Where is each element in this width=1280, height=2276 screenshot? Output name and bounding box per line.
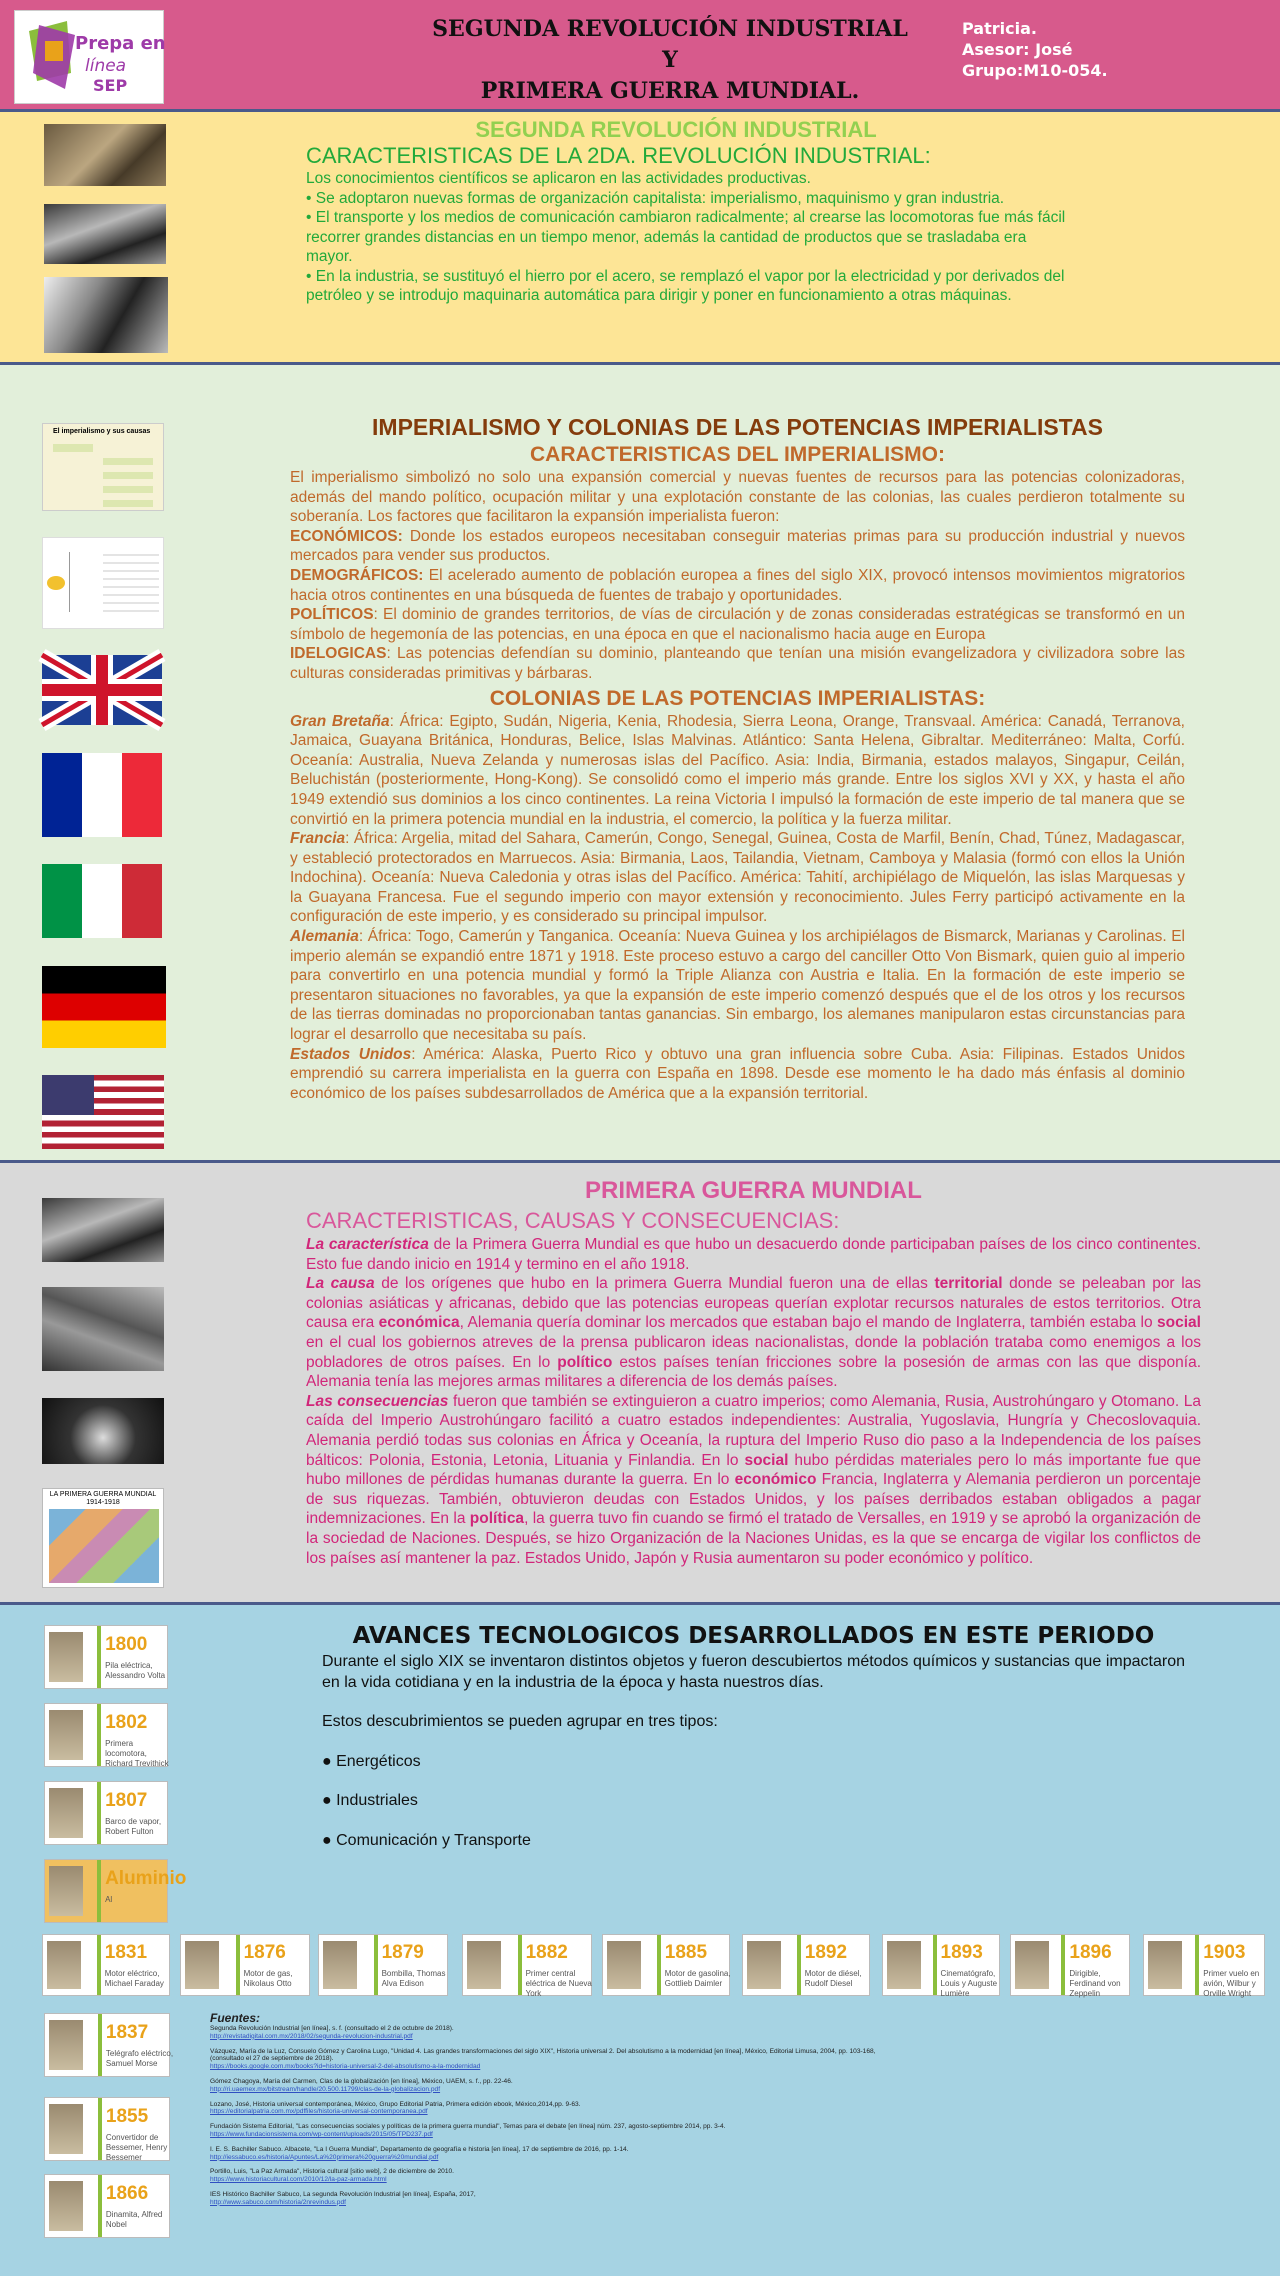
invention-caption: Motor de diésel, Rudolf Diesel: [804, 1969, 862, 1989]
title-line-3: PRIMERA GUERRA MUNDIAL.: [480, 78, 860, 104]
source-text: Gómez Chagoya, María del Carmen, Clas de la globalización [en línea], México, UAEM, s. f., pp. 22-46.: [210, 2077, 513, 2085]
poster-title: [380, 14, 960, 107]
s3-subheading: CARACTERISTICAS, CAUSAS Y CONSECUENCIAS:: [306, 1208, 840, 1233]
ww1-text-segment: donde se peleaban por las colonias asiáticas y africanas, debido que las potencias europeas querían explotar recursos naturales de estos territorios. Otra causa era: [306, 1275, 1202, 1332]
ww1-text-segment: económico: [734, 1471, 817, 1489]
factor-demograficos: DEMOGRÁFICOS: El acelerado aumento de población europea a fines del siglo XIX, provocó intensos movimientos migratorios hacia otros continentes en una búsqueda de fuentes de trabajo y oportunidades.: [290, 566, 1185, 604]
invention-tile: [42, 1934, 170, 1996]
invention-caption: Barco de vapor, Robert Fulton: [105, 1817, 162, 1837]
invention-tile: [44, 1625, 168, 1689]
source-link[interactable]: http://iessabuco.es/historia/Apuntes/La%20primera%20guerra%20mundial.pdf: [210, 2153, 439, 2161]
s2-intro: El imperialismo simbolizó no solo una expansión comercial y nuevas fuentes de recursos para las potencias colonizadoras, además del mando político, ocupación militar y una explotación constante de las colonias, las cuales perdieron totalmente su soberanía. Los factores que facilitaron la expansión imperialista fueron:: [290, 469, 1185, 526]
s3-heading: PRIMERA GUERRA MUNDIAL: [585, 1177, 922, 1204]
invention-image: [49, 1788, 83, 1838]
industry-photo-1: [44, 124, 166, 186]
svg-text:SEP: SEP: [93, 76, 128, 95]
invention-year: Aluminio: [105, 1867, 187, 1889]
ww1-text-segment: territorial: [934, 1275, 1003, 1293]
source-item: [210, 2101, 900, 2117]
timeline-bar: [933, 1935, 937, 1995]
timeline-bar: [98, 2014, 102, 2076]
source-text: I. E. S. Bachiller Sabuco. Albacete, "La I Guerra Mundial", Departamento de geografía e historia [en línea], 17 de septiembre de 2016, pp. 1-14.: [210, 2145, 629, 2153]
source-link[interactable]: https://www.historiacultural.com/2010/12/la-paz-armada.html: [210, 2176, 387, 2184]
invention-image: [47, 1941, 81, 1989]
source-item: [210, 2191, 900, 2207]
ww1-caracteristica: [306, 1235, 1201, 1274]
invention-year: 1893: [940, 1942, 983, 1964]
invention-tile: [1143, 1934, 1265, 1999]
s1-paragraph: • En la industria, se sustituyó el hierro por el acero, se remplazó el vapor por la electricidad y por derivados del petróleo y se introdujo maquinaria automática para dirigir y poner en funcionamiento a otras máquinas.: [306, 267, 1065, 304]
sources-list: [210, 2025, 900, 2207]
ww1-text-segment: estos países tenían fricciones sobre la posesión de armas con las que disponía. Alemania tenía las mejores armas militares a diferencia de los demás países.: [306, 1353, 1202, 1391]
source-link[interactable]: http://ri.uaemex.mx/bitstream/handle/20.500.11799/clas-de-la-globalizacion.pdf: [210, 2085, 441, 2093]
invention-image: [49, 1710, 83, 1760]
timeline-bar: [374, 1935, 378, 1995]
timeline-bar: [97, 1626, 101, 1688]
s4-heading: AVANCES TECNOLOGICOS DESARROLLADOS EN ESTE PERIODO: [352, 1623, 1155, 1649]
ww1-text-segment: político: [557, 1353, 613, 1371]
source-link[interactable]: https://books.google.com.mx/books?id=historia-universal-2-del-absolutismo-a-la-modernidad: [210, 2063, 481, 2071]
map-title: LA PRIMERA GUERRA MUNDIAL: [49, 1491, 157, 1498]
invention-image: [323, 1941, 357, 1989]
invention-caption: Cinematógrafo, Louis y Auguste Lumière: [940, 1969, 998, 1999]
source-text: IES Histórico Bachiller Sabuco, La segunda Revolución Industrial [en línea], España, 2017,: [210, 2190, 476, 2198]
invention-year: 1807: [105, 1789, 148, 1811]
invention-year: 1837: [105, 2021, 149, 2043]
invention-year: 1876: [243, 1942, 286, 1964]
war-photo-2: [42, 1287, 164, 1371]
ww1-causa: [306, 1274, 1201, 1392]
logo-graphic: [15, 11, 166, 103]
invention-tile: [602, 1934, 730, 1996]
colonies-heading: COLONIAS DE LAS POTENCIAS IMPERIALISTAS:: [489, 686, 986, 710]
timeline-bar: [657, 1935, 661, 1995]
source-link[interactable]: http://revistadigital.com.mx/2018/02/segunda-revolucion-industrial.pdf: [210, 2032, 413, 2040]
war-photo-1: [42, 1198, 164, 1262]
title-line-1: SEGUNDA REVOLUCIÓN INDUSTRIAL: [432, 16, 908, 42]
ww1-text-segment: social: [1157, 1314, 1201, 1332]
s1-heading: SEGUNDA REVOLUCIÓN INDUSTRIAL: [475, 117, 877, 142]
imperialism-mindmap: [42, 537, 164, 629]
type-industriales: ● Industriales: [322, 1792, 418, 1809]
ww1-text-segment: fueron que también se extinguieron a cuatro imperios; como Alemania, Rusia, Austrohúngaro y Otomano. La caída del Imperio Austrohúngaro facilitó a cuatro estados independientes: Australia, Yugoslavia, Hungría y Checoslovaquia. Alemania perdió todas sus colonias en África y Oceanía, la ruptura del Imperio Ruso dio paso a la Independencia de los países bálticos: Polonia, Estonia, Letonia, Lituania y Finlandia. En lo: [306, 1392, 1201, 1469]
ww1-text-segment: Las consecuencias: [306, 1392, 449, 1410]
invention-tile: [44, 2174, 170, 2238]
invention-year: 1855: [105, 2105, 149, 2127]
invention-image: [49, 2181, 83, 2231]
factor-ideologicas: IDELOGICAS: Las potencias defendían su dominio, planteando que tenían una misión evangelizadora y civilizadora sobre las culturas consideradas primitivas y bárbaras.: [290, 645, 1185, 682]
source-text: Segunda Revolución Industrial [en línea], s. f. (consultado el 2 de octubre de 2018).: [210, 2025, 454, 2032]
invention-tile: [462, 1934, 592, 1999]
timeline-bar: [236, 1935, 240, 1995]
invention-year: 1879: [381, 1942, 424, 1964]
invention-caption: Bombilla, Thomas Alva Edison: [381, 1969, 446, 1989]
invention-caption: Dinamita, Alfred Nobel: [105, 2210, 163, 2230]
ww1-text-segment: de los orígenes que hubo en la primera Guerra Mundial fueron una de ellas: [374, 1275, 935, 1293]
invention-image: [49, 1632, 83, 1682]
invention-tile: [44, 2097, 170, 2161]
invention-image: [49, 2104, 83, 2154]
header-banner: [0, 0, 1280, 112]
s3-body: [306, 1175, 1201, 1568]
group-id: Grupo:M10-054.: [962, 61, 1108, 80]
invention-tile: [742, 1934, 870, 1996]
invention-image: [1148, 1941, 1182, 1989]
source-item: [210, 2025, 900, 2041]
invention-image: [49, 2020, 83, 2070]
timeline-bar: [97, 1704, 101, 1766]
sources-block: [210, 2011, 900, 2214]
united-states-flag: [42, 1075, 164, 1149]
s1-subheading: CARACTERISTICAS DE LA 2DA. REVOLUCIÓN INDUSTRIAL:: [306, 143, 931, 168]
type-comunicacion: ● Comunicación y Transporte: [322, 1831, 531, 1849]
invention-caption: Motor de gasolina, Gottlieb Daimler: [664, 1969, 731, 1989]
timeline-bar: [97, 1782, 101, 1844]
map-years: 1914-1918: [86, 1499, 120, 1506]
s1-paragraph: Los conocimientos científicos se aplicaron en las actividades productivas.: [306, 170, 811, 187]
invention-tile: [44, 1703, 168, 1767]
author-name: Patricia.: [962, 19, 1037, 38]
invention-caption: Motor eléctrico, Michael Faraday: [104, 1969, 164, 1989]
type-energeticos: ● Energéticos: [322, 1752, 421, 1770]
war-photo-3: [42, 1398, 164, 1464]
invention-tile: [44, 2013, 174, 2077]
invention-year: 1802: [105, 1711, 148, 1733]
s1-paragraph: • El transporte y los medios de comunicación cambiaron radicalmente; al crearse las locomotoras fue más fácil recorrer grandes distancias en un tiempo menor, además la cantidad de productos que se trasladaba era mayor.: [306, 209, 1066, 265]
invention-caption: Dirigible, Ferdinand von Zeppelin: [1069, 1969, 1121, 1999]
source-text: Vázquez, María de la Luz, Consuelo Gómez y Carolina Lugo, "Unidad 4. Las grandes transformaciones del siglo XIX", Historia universal 2. Del absolutismo a la modernidad [en línea], México, Editorial Limusa, 2004, pp. 103-168, (consultado el 27 de septiembre de 2018).: [210, 2047, 876, 2063]
ww1-text-segment: política: [469, 1510, 525, 1528]
invention-image: [887, 1941, 921, 1989]
s2-subheading: CARACTERISTICAS DEL IMPERIALISMO:: [530, 443, 945, 466]
invention-caption: Al: [105, 1895, 113, 1905]
source-item: [210, 2146, 900, 2162]
source-link[interactable]: https://editorialpatria.com.mx/pdffiles/historia-universal-contemporanea.pdf: [210, 2108, 428, 2116]
invention-tile: [1010, 1934, 1130, 1999]
invention-tile: [882, 1934, 1000, 1999]
invention-caption: Primer vuelo en avión, Wilbur y Orville Wright: [1203, 1969, 1260, 1999]
timeline-bar: [97, 1860, 101, 1922]
ww1-text-segment: hubo pérdidas materiales pero lo más importante fue que hubo millones de pérdidas humanas durante la guerra. En lo: [306, 1451, 1202, 1489]
invention-caption: Convertidor de Bessemer, Henry Bessemer: [105, 2133, 168, 2163]
svg-text:línea: línea: [85, 56, 127, 76]
invention-caption: Primera locomotora, Richard Trevithick: [105, 1739, 169, 1769]
source-text: Portillo, Luis, "La Paz Armada", Historia cultural [sitio web], 2 de diciembre de 2010.: [210, 2168, 455, 2176]
invention-tile: [44, 1859, 187, 1923]
factor-politicos: POLÍTICOS: El dominio de grandes territorios, de vías de circulación y de zonas consideradas estratégicas se transformó en un símbolo de hegemonía de las potencias, en una época en que el nacionalismo hacia auge en Europa: [290, 606, 1185, 643]
invention-year: 1896: [1069, 1942, 1112, 1964]
invention-year: 1882: [525, 1942, 568, 1964]
invention-year: 1903: [1203, 1942, 1246, 1964]
invention-year: 1892: [804, 1942, 848, 1964]
prepa-en-linea-logo: [14, 10, 164, 104]
timeline-bar: [797, 1935, 801, 1995]
ww1-text-segment: económica: [378, 1314, 460, 1332]
source-item: [210, 2048, 900, 2071]
invention-tile: [180, 1934, 310, 1996]
invention-image: [607, 1941, 641, 1989]
map-image: [49, 1509, 159, 1583]
invention-year: 1831: [104, 1942, 148, 1964]
source-text: Fundación Sistema Editorial, "Las consecuencias sociales y políticas de la primera guerra mundial", Temas para el debate [en línea] núm. 237, agosto-septiembre 2014, pp. 3-4.: [210, 2123, 726, 2131]
title-line-2: Y: [662, 47, 678, 73]
ww1-map: [42, 1488, 164, 1588]
invention-year: 1800: [105, 1633, 148, 1655]
ww1-consecuencias: [306, 1392, 1201, 1568]
invention-caption: Pila eléctrica, Alessandro Volta: [105, 1661, 166, 1681]
timeline-bar: [518, 1935, 522, 1995]
invention-caption: Primer central eléctrica de Nueva York: [525, 1969, 592, 1999]
source-item: [210, 2078, 900, 2094]
timeline-bar: [1195, 1935, 1199, 1995]
invention-tile: [318, 1934, 448, 1996]
source-item: [210, 2123, 900, 2139]
factor-economicos: ECONÓMICOS: Donde los estados europeos necesitaban conseguir materias primas para su producción industrial y nuevos mercados para vender sus productos.: [290, 527, 1185, 565]
invention-year: 1866: [105, 2182, 149, 2204]
source-link[interactable]: https://www.fundacionsistema.com/wp-content/uploads/2015/05/TPD237.pdf: [210, 2130, 433, 2138]
s1-body: [306, 143, 1066, 306]
invention-tile: [44, 1781, 168, 1845]
united-kingdom-flag: [42, 655, 162, 725]
ww1-text-segment: en el cual los gobiernos atreves de la prensa publicaron ideas nacionalistas, donde la población trataba como enemigos a los pobladores de otros países. En lo: [306, 1333, 1201, 1371]
invention-caption: Motor de gas, Nikolaus Otto: [243, 1969, 293, 1989]
invention-year: 1885: [664, 1942, 708, 1964]
germany-flag: [42, 966, 166, 1048]
invention-caption: Telégrafo eléctrico, Samuel Morse: [105, 2049, 174, 2069]
advisor-name: Asesor: José: [962, 40, 1073, 59]
ww1-text-segment: La característica: [306, 1236, 429, 1253]
ww1-text-segment: social: [744, 1451, 789, 1469]
ww1-text-segment: La causa: [306, 1275, 375, 1293]
locomotive-photo: [44, 277, 168, 353]
colony-gran-bretana: Gran Bretaña: África: Egipto, Sudán, Nigeria, Kenia, Rhodesia, Sierra Leona, Orange, Transvaal. América: Canadá, Terranova, Jamaica, Guayana Británica, Honduras, Belice, Islas Malvinas. Atlántico: Santa Helena, Gibraltar. Mediterráneo: Malta, Corfú. Oceanía: Australia, Nueva Zelanda y numerosas islas del Pacífico. Asia: India, Birmania, estados malayos, Singapur, Ceilán, Beluchistán (posteriormente, Hong-Kong). Se consolidó como el imperio más grande. Entre los siglos XVI y XX, y hasta el año 1949 extendió sus dominios a los cinco continentes. La reina Victoria I impulsó la formación de este imperio de tal manera que se convirtió en la primera potencia mundial en la industria, el comercio, la política y la fuerza militar.: [290, 712, 1185, 828]
sources-heading: Fuentes:: [210, 2011, 261, 2025]
svg-text:Prepa en: Prepa en: [75, 33, 166, 54]
s2-body: [290, 412, 1185, 1103]
source-link[interactable]: http://www.sabuco.com/historia/2nrevindus.pdf: [210, 2198, 346, 2206]
invention-image: [185, 1941, 219, 1989]
invention-image: [49, 1866, 83, 1916]
s4-group-line: Estos descubrimientos se pueden agrupar en tres tipos:: [322, 1713, 718, 1730]
ww1-text-segment: , la guerra tuvo fin cuando se firmó el tratado de Versalles, en 1919 y se aprobó la organización de la sociedad de Naciones. Después, se hizo Organización de la Naciones Unidas, es la que se encarga de vigilar los conflictos de los países así mantener la paz. Estados Unido, Japón y Rusia aumentaron su poder económico y político.: [306, 1510, 1201, 1567]
s2-heading: IMPERIALISMO Y COLONIAS DE LAS POTENCIAS IMPERIALISTAS: [372, 414, 1103, 440]
invention-image: [747, 1941, 781, 1989]
source-text: Lozano, José, Historia universal contemporánea, México, Grupo Editorial Patria, Primera edición ebook, México,2014,pp. 9-63.: [210, 2100, 581, 2108]
italy-flag: [42, 864, 162, 938]
industry-photo-2: [44, 204, 166, 264]
invention-image: [467, 1941, 501, 1989]
author-block: [962, 18, 1108, 81]
timeline-bar: [97, 1935, 101, 1995]
invention-image: [1015, 1941, 1049, 1989]
imperialism-diagram: [42, 423, 164, 511]
ww1-text-segment: , Alemania quería dominar los mercados que estaban bajo el mando de Inglaterra, también estaba lo: [459, 1314, 1158, 1332]
diagram-title: El imperialismo y sus causas: [53, 428, 151, 435]
france-flag: [42, 753, 162, 837]
source-item: [210, 2168, 900, 2184]
s4-body: [322, 1620, 1185, 1851]
s1-paragraph: • Se adoptaron nuevas formas de organización capitalista: imperialismo, maquinismo y gran industria.: [306, 189, 1005, 207]
colony-estados-unidos: Estados Unidos: América: Alaska, Puerto Rico y obtuvo una gran influencia sobre Cuba. Asia: Filipinas. Estados Unidos emprendió su carrera imperialista en la guerra con España en 1898. Desde ese momento le ha dado más énfasis al dominio económico de los países subdesarrollados de América que a la expansión territorial.: [290, 1045, 1185, 1102]
colony-alemania: Alemania: África: Togo, Camerún y Tanganica. Oceanía: Nueva Guinea y los archipiélagos de Bismarck, Marianas y Carolinas. El imperio alemán se expandió entre 1871 y 1918. Este proceso estuvo a cargo del canciller Otto Von Bismark, quien guio al imperio para convertirlo en una potencia mundial y formó la Triple Alianza con Austria e Italia. En la formación de este imperio se presentaron situaciones no favorables, ya que la expansión de este imperio comenzó después que el de los otros y los recursos de las tierras dominadas no proporcionaban tantas ganancias. Sin embargo, los alemanes manipularon estas circunstancias para lograr el desarrollo que necesitaba su país.: [290, 928, 1185, 1044]
timeline-bar: [98, 2098, 102, 2160]
ww1-text-segment: de la Primera Guerra Mundial es que hubo un desacuerdo donde participaban países de los cinco continentes. Esto fue dando inicio en 1914 y termino en el año 1918.: [306, 1236, 1201, 1273]
timeline-bar: [98, 2175, 102, 2237]
ww1-text-segment: Francia, Inglaterra y Alemania perdieron un porcentaje de sus riquezas. También, obtuvieron deudas con Estados Unidos, y los países derribados estaban obligados a pagar indemnizaciones. En la: [306, 1471, 1201, 1528]
timeline-bar: [1061, 1935, 1065, 1995]
colony-francia: Francia: África: Argelia, mitad del Sahara, Camerún, Congo, Senegal, Guinea, Costa de Marfil, Benín, Chad, Túnez, Madagascar, y estableció protectorados en Marruecos. Asia: Birmania, Laos, Tailandia, Vietnam, Camboya y Malasia (formó con ellos la Unión Indochina). Oceanía: Nueva Caledonia y otras islas del Pacífico. América: Tahití, archipiélago de Miquelón, las islas Marquesas y la Guayana Francesa. Fue el segundo imperio con mayor extensión y reconocimiento. Jules Ferry participó activamente en la configuración de este imperio, y es considerado su principal impulsor.: [290, 830, 1185, 926]
s4-intro: Durante el siglo XIX se inventaron distintos objetos y fueron descubiertos métodos químicos y sustancias que impactaron en la vida cotidiana y en la industria de la época y hasta nuestros días.: [322, 1653, 1185, 1691]
